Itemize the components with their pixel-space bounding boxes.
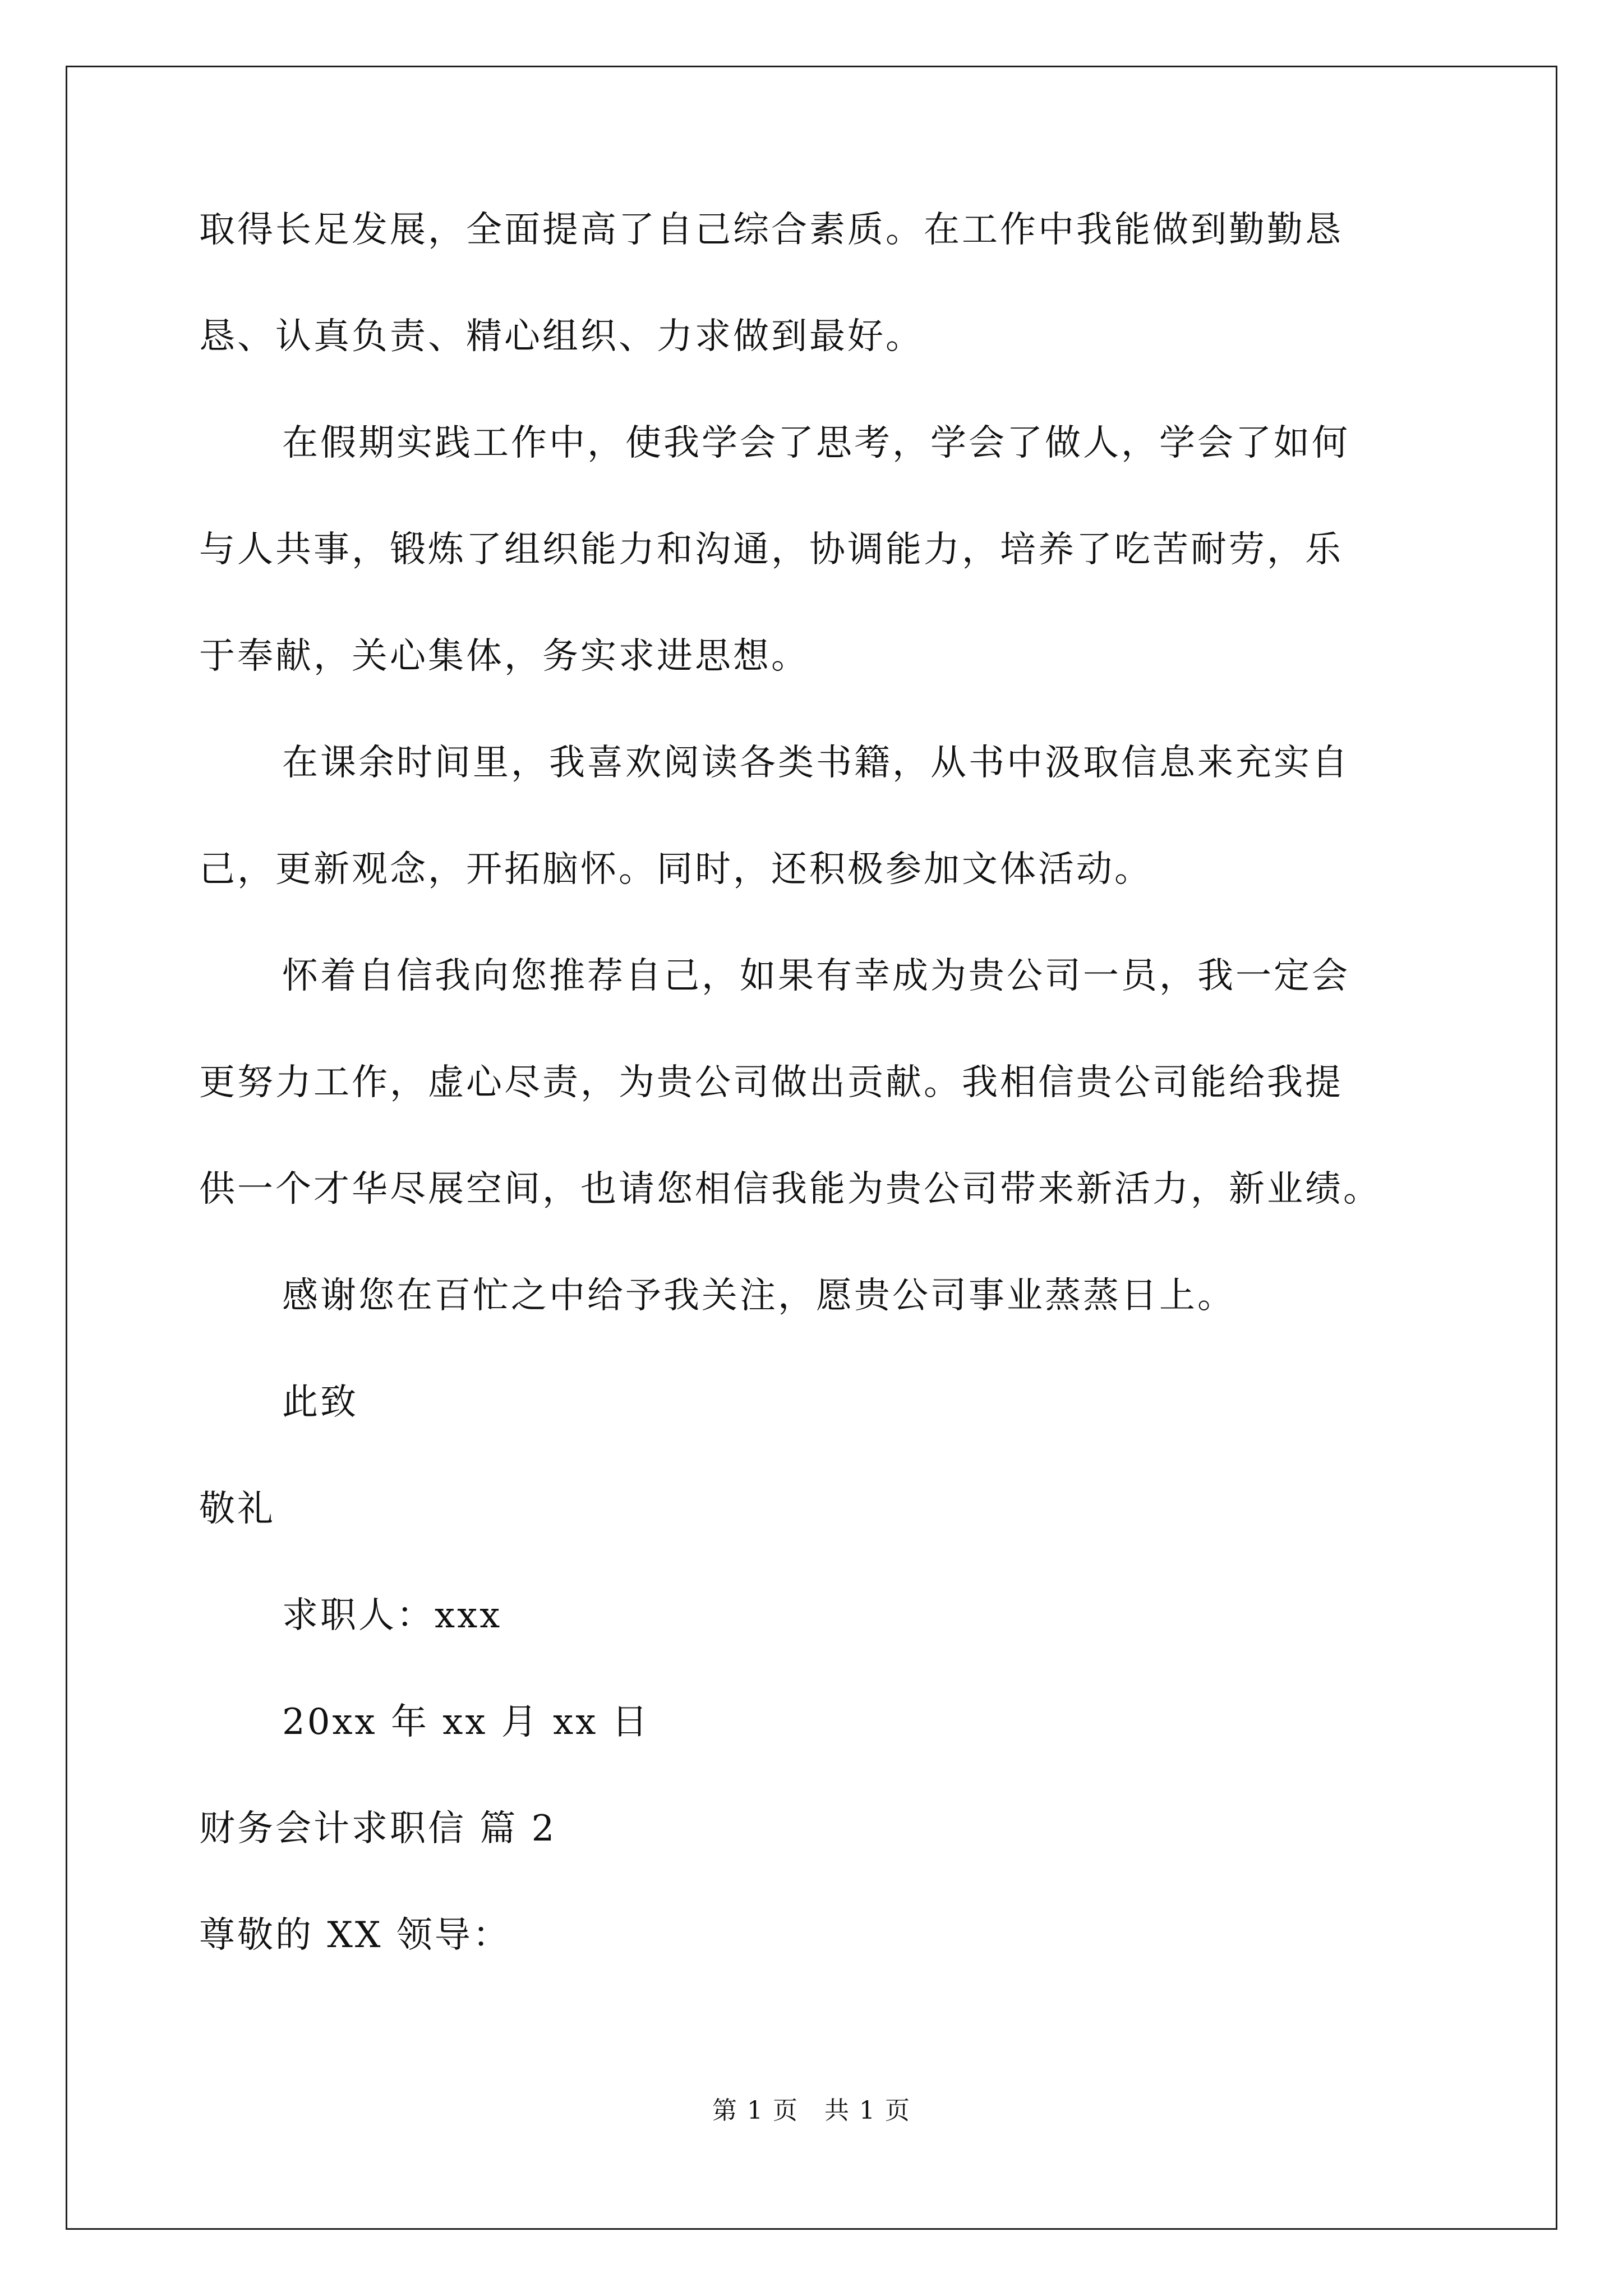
closing-phrase: 此致 xyxy=(282,1382,358,1423)
text-line: 与人共事，锻炼了组织能力和沟通，协调能力，培养了吃苦耐劳，乐 xyxy=(199,529,1343,570)
text-line: 于奉献，关心集体，务实求进思想。 xyxy=(199,636,809,677)
text-line: 更努力工作，虚心尽责，为贵公司做出贡献。我相信贵公司能给我提 xyxy=(199,1062,1343,1103)
text-line: 供一个才华尽展空间，也请您相信我能为贵公司带来新活力，新业绩。 xyxy=(199,1168,1381,1210)
page-border xyxy=(66,66,1557,2230)
letter-date: 20xx 年 xx 月 xx 日 xyxy=(282,1701,650,1743)
text-line: 恳、认真负责、精心组织、力求做到最好。 xyxy=(199,316,924,357)
page-number: 第 1 页 共 1 页 xyxy=(712,2096,911,2125)
applicant-name: 求职人：xxx xyxy=(282,1595,502,1636)
letter-greeting: 尊敬的 XX 领导： xyxy=(199,1915,511,1956)
paragraph-start: 感谢您在百忙之中给予我关注，愿贵公司事业蒸蒸日上。 xyxy=(282,1275,1235,1317)
paragraph-start: 怀着自信我向您推荐自己，如果有幸成为贵公司一员，我一定会 xyxy=(282,955,1350,997)
section-heading: 财务会计求职信 篇 2 xyxy=(199,1808,557,1849)
salutation: 敬礼 xyxy=(199,1488,275,1530)
text-line: 己，更新观念，开拓脑怀。同时，还积极参加文体活动。 xyxy=(199,849,1152,890)
paragraph-start: 在课余时间里，我喜欢阅读各类书籍，从书中汲取信息来充实自 xyxy=(282,742,1350,784)
text-line: 取得长足发展，全面提高了自己综合素质。在工作中我能做到勤勤恳 xyxy=(199,209,1343,251)
paragraph-start: 在假期实践工作中，使我学会了思考，学会了做人，学会了如何 xyxy=(282,422,1350,464)
